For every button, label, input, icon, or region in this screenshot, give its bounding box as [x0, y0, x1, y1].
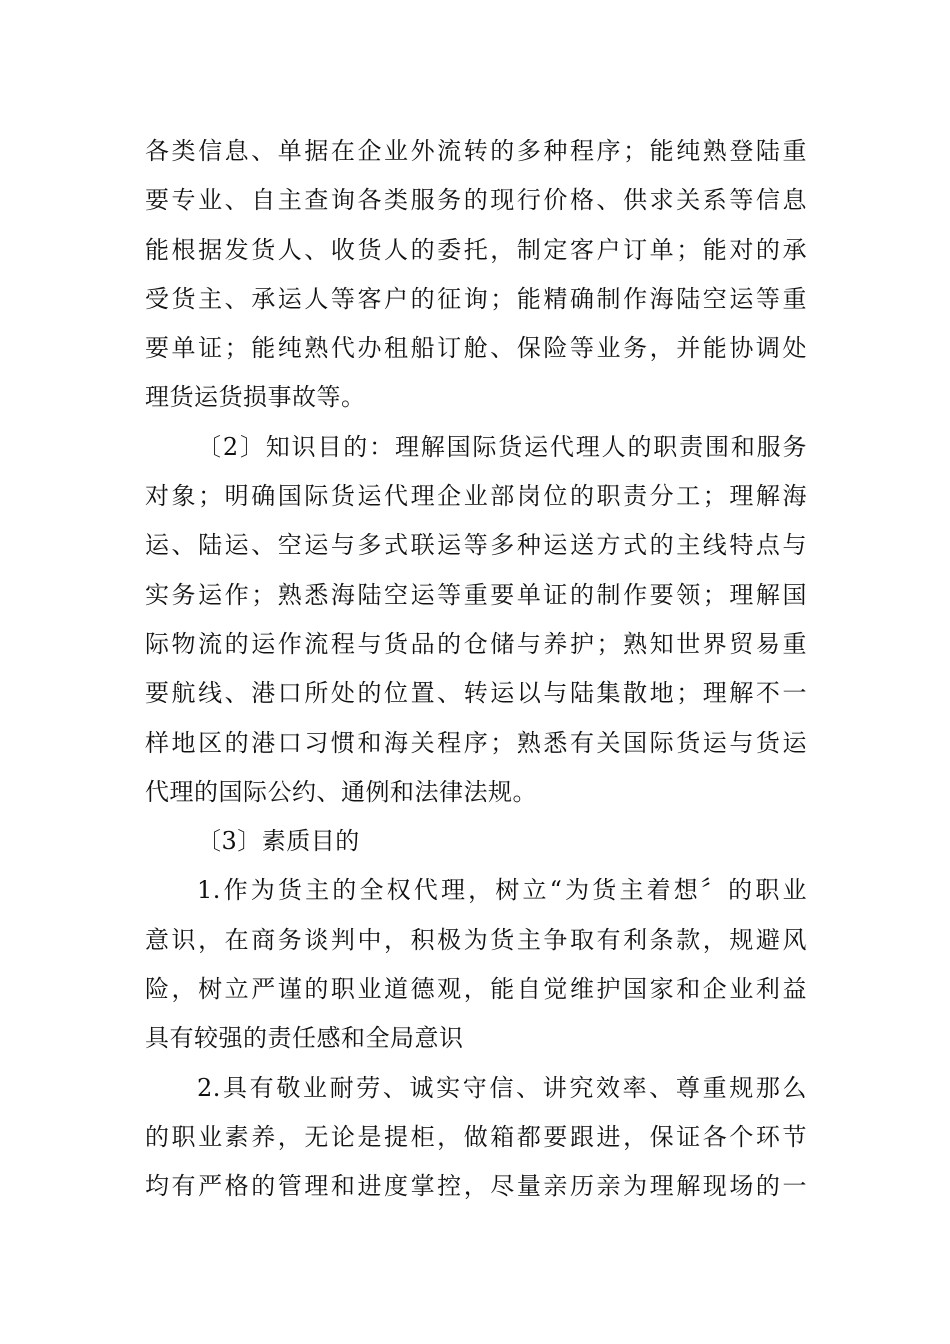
text-line: 理货运货损事故等。 [145, 383, 366, 412]
body-text [145, 127, 807, 1212]
text-line: 具有较强的责任感和全局意识 [145, 1024, 464, 1053]
text-line: 对象；明确国际货运代理企业部岗位的职责分工；理解海 [145, 482, 807, 511]
text-line: 样地区的港口习惯和海关程序；熟悉有关国际货运与货运 [145, 728, 807, 757]
text-line: 要航线、港口所处的位置、转运以与陆集散地；理解不一 [145, 679, 807, 708]
text-line: 的职业素养，无论是提柜，做箱都要跟进，保证各个环节 [145, 1122, 807, 1151]
text-line: 代理的国际公约、通例和法律法规。 [145, 777, 537, 806]
text-line: 险，树立严谨的职业道德观，能自觉维护国家和企业利益 [145, 975, 807, 1004]
text-line: 要专业、自主查询各类服务的现行价格、供求关系等信息 [145, 186, 807, 215]
text-line: 意识，在商务谈判中，积极为货主争取有利条款，规避风 [145, 925, 807, 954]
text-line: 2.具有敬业耐劳、诚实守信、讲究效率、尊重规那么 [197, 1073, 807, 1102]
text-line: 受货主、承运人等客户的征询；能精确制作海陆空运等重 [145, 284, 807, 313]
text-line: 1.作为货主的全权代理，树立“为货主着想〞的职业 [197, 876, 807, 905]
text-line: 能根据发货人、收货人的委托，制定客户订单；能对的承 [145, 235, 807, 264]
text-line: 运、陆运、空运与多式联运等多种运送方式的主线特点与 [145, 531, 807, 560]
text-line: 均有严格的管理和进度掌控，尽量亲历亲为理解现场的一 [145, 1172, 807, 1201]
text-line: 〔2〕知识目的：理解国际货运代理人的职责围和服务 [197, 432, 807, 461]
text-line: 实务运作；熟悉海陆空运等重要单证的制作要领；理解国 [145, 580, 807, 609]
section-heading: 〔3〕素质目的 [197, 827, 360, 856]
text-line: 际物流的运作流程与货品的仓储与养护；熟知世界贸易重 [145, 629, 807, 658]
text-line: 各类信息、单据在企业外流转的多种程序；能纯熟登陆重 [145, 137, 807, 165]
text-line: 要单证；能纯熟代办租船订舱、保险等业务，并能协调处 [145, 334, 807, 363]
